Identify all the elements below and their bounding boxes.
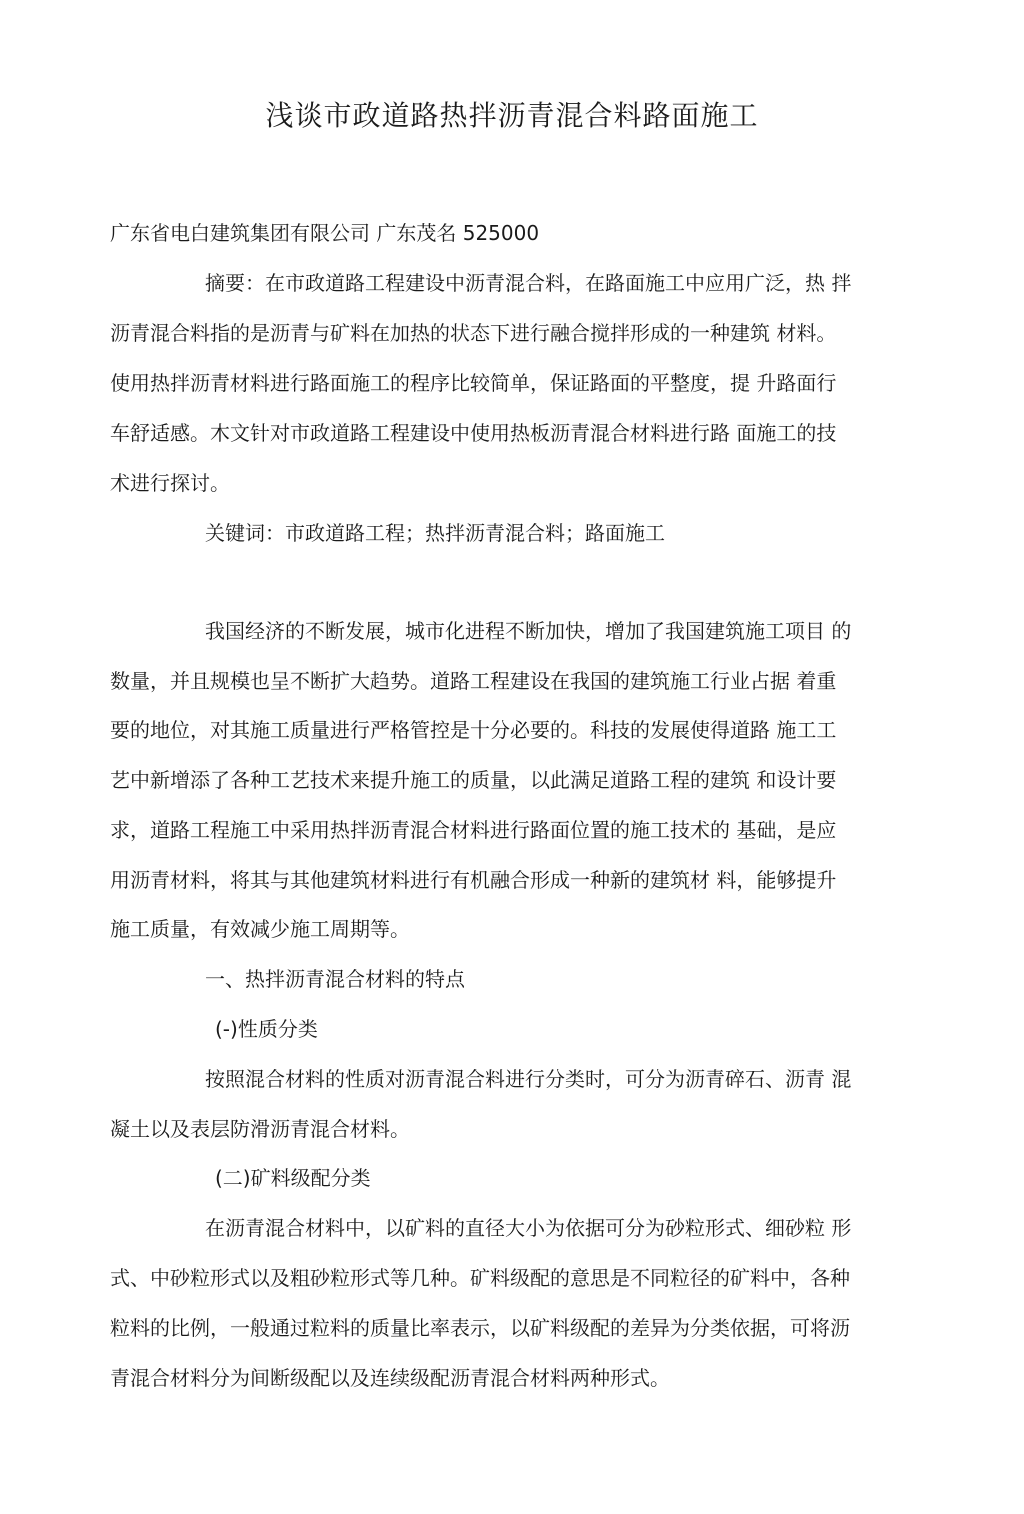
section-heading: 一、热拌沥青混合材料的特点 bbox=[205, 967, 465, 991]
abstract-line: 摘要：在市政道路工程建设中沥青混合料，在路面施工中应用广泛，热 拌 bbox=[205, 271, 852, 295]
intro-line: 要的地位，对其施工质量进行严格管控是十分必要的。科技的发展使得道路 施工工 bbox=[110, 718, 837, 742]
sub2-line: 青混合材料分为间断级配以及连续级配沥青混合材料两种形式。 bbox=[110, 1366, 670, 1390]
intro-line: 我国经济的不断发展，城市化进程不断加快，增加了我国建筑施工项目 的 bbox=[205, 619, 852, 643]
sub1-line: 按照混合材料的性质对沥青混合料进行分类时，可分为沥青碎石、沥青 混 bbox=[205, 1067, 852, 1091]
subsection-heading: (-)性质分类 bbox=[215, 1017, 318, 1041]
document-title: 浅谈市政道路热拌沥青混合料路面施工 bbox=[265, 99, 759, 132]
abstract-line: 车舒适感。木文针对市政道路工程建设中使用热板沥青混合材料进行路 面施工的技 bbox=[110, 421, 837, 445]
subsection-heading: (二)矿料级配分类 bbox=[215, 1166, 371, 1190]
sub2-line: 粒料的比例，一般通过粒料的质量比率表示，以矿料级配的差异为分类依据，可将沥 bbox=[110, 1316, 850, 1340]
abstract-line: 术进行探讨。 bbox=[110, 471, 230, 495]
sub2-line: 在沥青混合材料中，以矿料的直径大小为依据可分为砂粒形式、细砂粒 形 bbox=[205, 1216, 852, 1240]
keywords-line: 关键词：市政道路工程；热拌沥青混合料；路面施工 bbox=[205, 521, 665, 545]
intro-line: 数量，并且规模也呈不断扩大趋势。道路工程建设在我国的建筑施工行业占据 着重 bbox=[110, 669, 837, 693]
abstract-line: 沥青混合料指的是沥青与矿料在加热的状态下进行融合搅拌形成的一种建筑 材料。 bbox=[110, 321, 837, 345]
intro-line: 艺中新增添了各种工艺技术来提升施工的质量，以此满足道路工程的建筑 和设计要 bbox=[110, 768, 837, 792]
abstract-line: 使用热拌沥青材料进行路面施工的程序比较简单，保证路面的平整度，提 升路面行 bbox=[110, 371, 837, 395]
intro-line: 施工质量，有效减少施工周期等。 bbox=[110, 917, 410, 941]
sub2-line: 式、中砂粒形式以及粗砂粒形式等几种。矿料级配的意思是不同粒径的矿料中，各种 bbox=[110, 1266, 850, 1290]
author-affiliation: 广东省电白建筑集团有限公司 广东茂名 525000 bbox=[110, 221, 540, 245]
sub1-line: 凝土以及表层防滑沥青混合材料。 bbox=[110, 1117, 410, 1141]
intro-line: 求，道路工程施工中采用热拌沥青混合材料进行路面位置的施工技术的 基础，是应 bbox=[110, 818, 837, 842]
intro-line: 用沥青材料，将其与其他建筑材料进行有机融合形成一种新的建筑材 料，能够提升 bbox=[110, 868, 837, 892]
